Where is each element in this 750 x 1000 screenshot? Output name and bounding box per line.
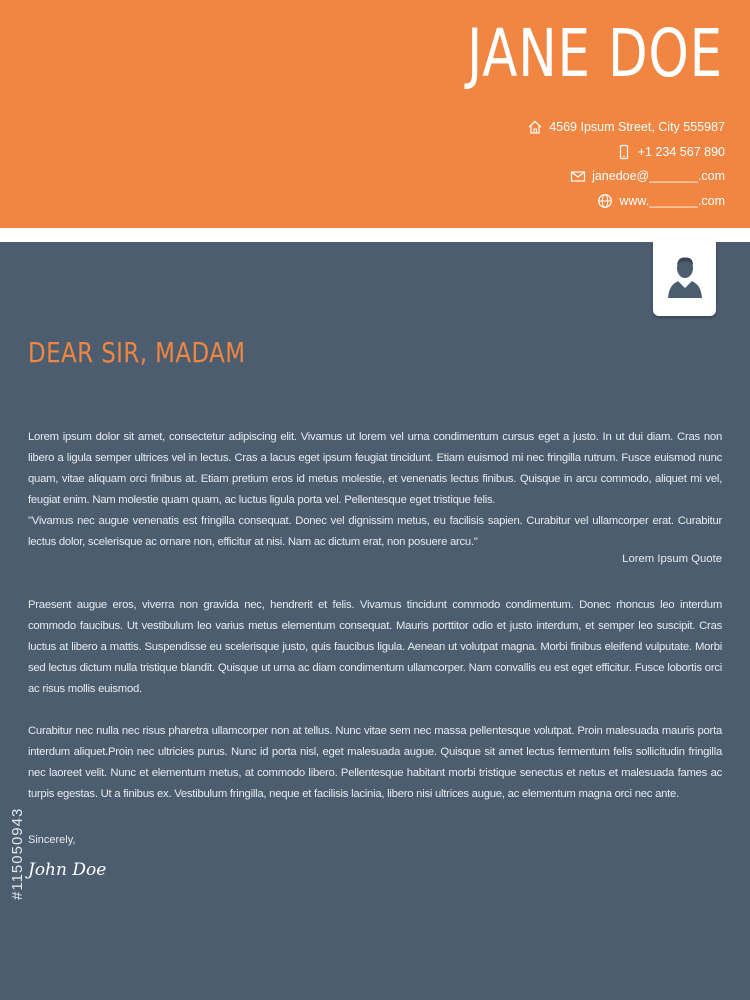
contact-phone: [527, 140, 725, 165]
paragraph-2: Praesent augue eros, viverra non gravida nec, hendrerit et felis. Vivamus tincidunt commodo condimentum. Donec rhoncus leo interdum commodo faucibus. Ut vestibulum leo varius metus elementum consequat. Mauris porttitor odio et justo interdum, et semper leo suscipit. Cras luctus at libero a mattis. Suspendisse eu scelerisque justo, quis faucibus ligula. Aenean ut volutpat magna. Morbi finibus eleifend vulputate. Morbi sed lectus dictum nulla tristique blandit. Quisque ut urna ac diam condimentum ullamcorper. Nam convallis eu est eget efficitur. Fusce lobortis orci ac risus mollis euismod.: [28, 599, 722, 695]
signature: John Doe: [28, 860, 107, 880]
contact-address: [527, 115, 725, 140]
header-divider: [0, 228, 750, 242]
contact-website-text: www._______.com: [619, 193, 725, 208]
contact-email-text: janedoe@_______.com: [592, 169, 725, 184]
paragraph-1: Lorem ipsum dolor sit amet, consectetur adipiscing elit. Vivamus ut lorem vel urna condimentum cursus eget a justo. In ut dui diam. Cras non libero a ligula semper ultrices vel in lectus. Cras a lacus eget ipsum feugiat tincidunt. Etiam euismod mi nec fringilla rutrum. Fusce euismod nunc quam, vitae aliquam orci finibus at. Etiam pretium eros id metus molestie, et venenatis lectus finibus. Quisque in arcu commodo, aliquet mi vel, feugiat enim. Nam molestie quam quam, ac luctus ligula porta vel. Pellentesque eget tristique felis.: [28, 431, 722, 506]
paragraph-3: Curabitur nec nulla nec risus pharetra ullamcorper non at tellus. Nunc vitae sem nec massa pellentesque volutpat. Proin malesuada mauris porta interdum aliquet.Proin nec ultricies purus. Nunc id porta nisl, eget malesuada augue. Quisque sit amet lectus fermentum felis sollicitudin fringilla nec laoreet velit. Nunc et elementum metus, at commodo libero. Pellentesque habitant morbi tristique senectus et netus et malesuada fames ac turpis egestas. Ut a finibus ex. Vestibulum fringilla, neque et facilisis lacinia, libero nisi ultrices augue, ac elementum magna orci nec ante.: [28, 725, 722, 800]
globe-icon: [597, 193, 613, 209]
contact-website: [527, 189, 725, 214]
user-avatar-icon: [666, 254, 704, 300]
closing-text: Sincerely,: [28, 834, 76, 846]
contact-email: [527, 164, 725, 189]
contact-list: [527, 115, 725, 213]
quote-text: "Vivamus nec augue venenatis est fringilla consequat. Donec vel dignissim metus, eu facilisis sapien. Curabitur vel ullamcorper erat. Curabitur lectus dolor, scelerisque ac ornare non, efficitur at nisi. Nam ac dictum erat, non posuere arcu.": [28, 515, 722, 548]
quote-source: Lorem Ipsum Quote: [622, 553, 722, 565]
mail-icon: [570, 168, 586, 184]
phone-icon: [616, 144, 632, 160]
avatar: [653, 240, 716, 316]
letter-greeting: DEAR SIR, MADAM: [28, 336, 246, 369]
applicant-name: JANE DOE: [467, 15, 723, 92]
home-icon: [527, 119, 543, 135]
watermark-id: #115050943: [9, 807, 26, 900]
paragraph-intro: [28, 427, 722, 553]
header-banner: [0, 0, 750, 228]
contact-address-text: 4569 Ipsum Street, City 555987: [549, 120, 725, 135]
contact-phone-text: +1 234 567 890: [637, 144, 725, 159]
